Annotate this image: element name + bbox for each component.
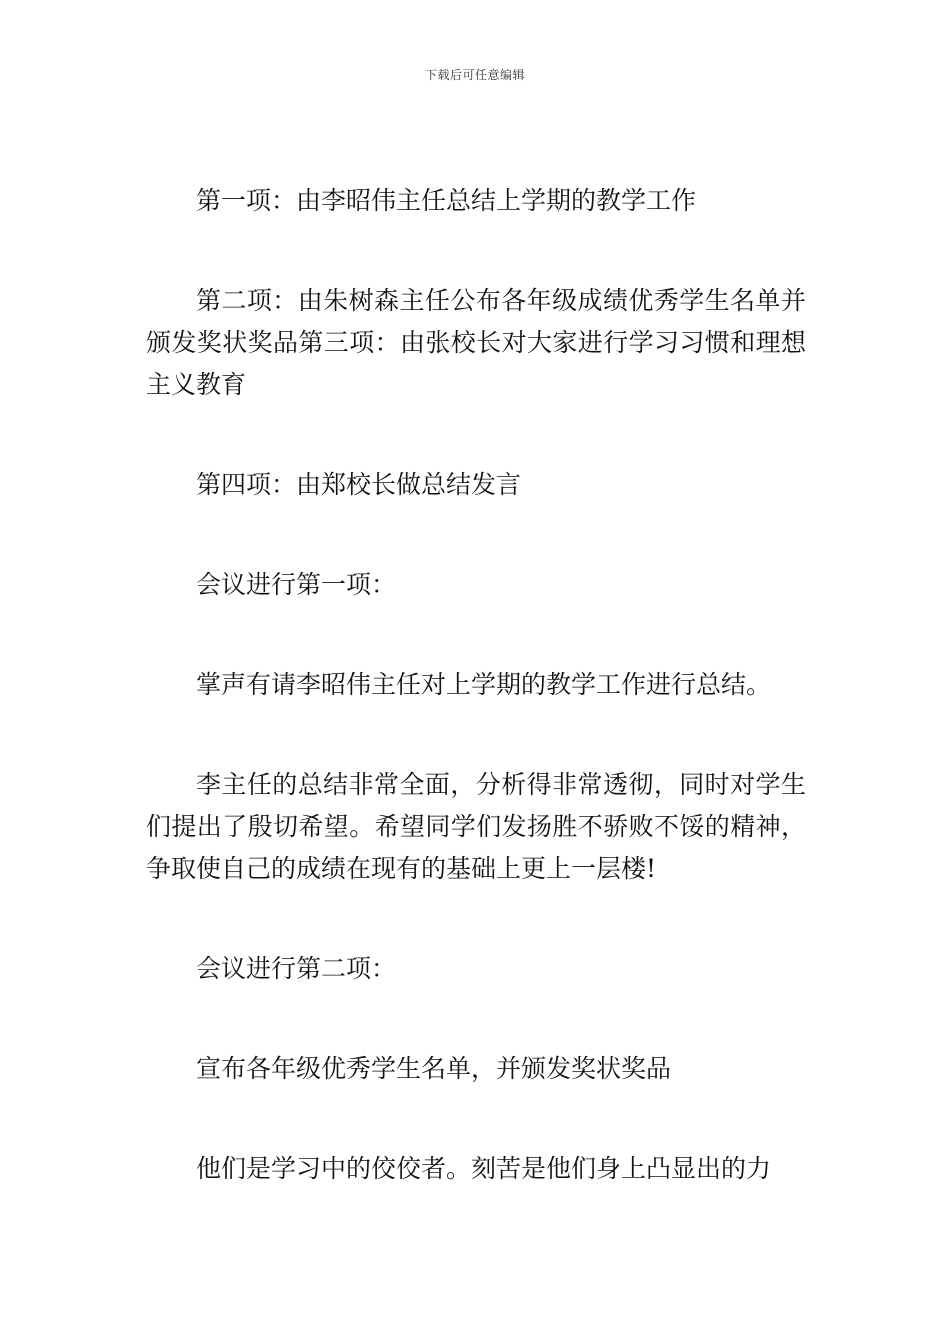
document-body <box>146 180 806 1248</box>
paragraph-announce-list: 宣布各年级优秀学生名单，并颁发奖状奖品 <box>196 1054 672 1083</box>
paragraph-item-1: 第一项：由李昭伟主任总结上学期的教学工作 <box>196 186 697 215</box>
paragraph-meeting-item-1: 会议进行第一项： <box>196 570 397 599</box>
paragraph-applause: 掌声有请李昭伟主任对上学期的教学工作进行总结。 <box>196 670 772 699</box>
paragraph-students-intro: 他们是学习中的佼佼者。刻苦是他们身上凸显出的力 <box>196 1154 772 1183</box>
paragraph-item-3: 第四项：由郑校长做总结发言 <box>196 470 522 499</box>
paragraph-summary-comment: 李主任的总结非常全面，分析得非常透彻，同时对学生们提出了殷切希望。希望同学们发扬胜不骄败不馁的精神，争取使自己的成绩在现有的基础上更上一层楼! <box>146 770 806 883</box>
paragraph-meeting-item-2: 会议进行第二项： <box>196 954 397 983</box>
paragraph-item-2: 第二项：由朱树森主任公布各年级成绩优秀学生名单并颁发奖状奖品第三项：由张校长对大家进行学习习惯和理想主义教育 <box>146 286 806 399</box>
page-header: 下载后可任意编辑 <box>424 68 525 82</box>
